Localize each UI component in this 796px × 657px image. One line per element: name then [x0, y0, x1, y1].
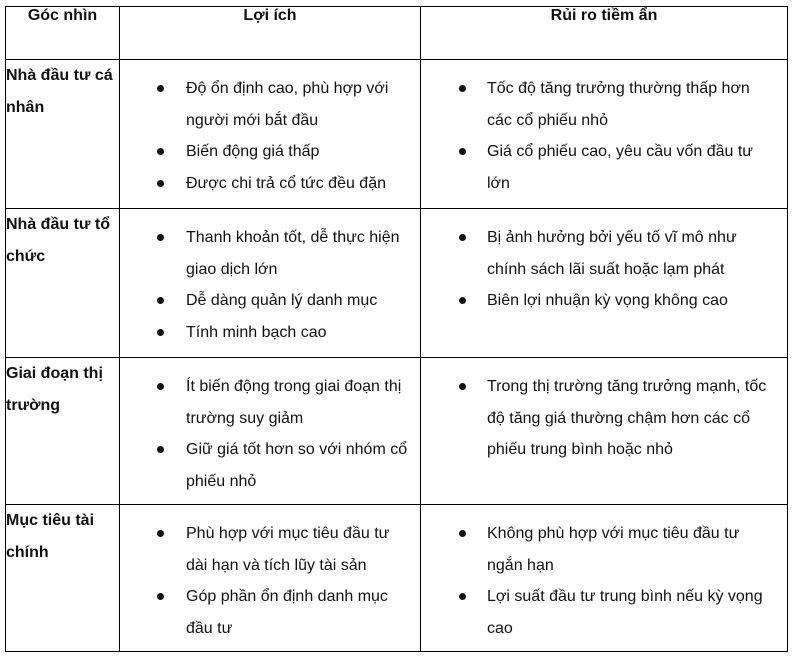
- risks-list: [421, 209, 787, 317]
- benefits-cell: [120, 505, 421, 652]
- list-item: [421, 222, 777, 285]
- list-item-text: Không phù hợp với mục tiêu đầu tư ngắn hạn: [487, 525, 740, 574]
- list-item-text: Bị ảnh hưởng bởi yếu tố vĩ mô như chính sách lãi suất hoặc lạm phát: [487, 229, 737, 278]
- bullet-icon: [459, 530, 466, 537]
- bullet-icon: [157, 234, 164, 241]
- list-item: [120, 73, 410, 136]
- table-row: [6, 505, 788, 652]
- header-perspective: Góc nhìn: [6, 7, 120, 60]
- bullet-icon: [459, 297, 466, 304]
- list-item: [120, 285, 410, 317]
- bullet-icon: [157, 180, 164, 187]
- list-item-text: Biên lợi nhuận kỳ vọng không cao: [487, 292, 728, 309]
- table-row: [6, 358, 788, 505]
- risks-cell: [421, 505, 788, 652]
- benefits-list: [120, 358, 420, 497]
- risks-list: [421, 505, 787, 644]
- list-item-text: Phù hợp với mục tiêu đầu tư dài hạn và tích lũy tài sản: [186, 525, 390, 574]
- list-item-text: Dễ dàng quản lý danh mục: [186, 292, 378, 309]
- list-item-text: Giữ giá tốt hơn so với nhóm cổ phiếu nhỏ: [186, 441, 408, 490]
- header-risks: Rủi ro tiềm ẩn: [421, 7, 788, 60]
- aspect-cell: Nhà đầu tư tổ chức: [6, 209, 120, 358]
- bullet-icon: [157, 85, 164, 92]
- list-item: [120, 222, 410, 285]
- list-item-text: Giá cổ phiếu cao, yêu cầu vốn đầu tư lớn: [487, 143, 753, 192]
- table-row: [6, 209, 788, 358]
- risks-cell: [421, 60, 788, 209]
- risks-cell: [421, 209, 788, 358]
- list-item: [120, 317, 410, 349]
- list-item: [120, 434, 410, 497]
- risks-list: [421, 358, 787, 466]
- list-item: [421, 73, 777, 136]
- bullet-icon: [459, 85, 466, 92]
- header-benefits: Lợi ích: [120, 7, 421, 60]
- comparison-table: [5, 6, 788, 652]
- aspect-cell: Giai đoạn thị trường: [6, 358, 120, 505]
- aspect-cell: Mục tiêu tài chính: [6, 505, 120, 652]
- header-row: [6, 7, 788, 60]
- list-item-text: Biến động giá thấp: [186, 143, 320, 160]
- list-item-text: Góp phần ổn định danh mục đầu tư: [186, 588, 388, 637]
- list-item: [120, 581, 410, 644]
- bullet-icon: [157, 446, 164, 453]
- benefits-cell: [120, 358, 421, 505]
- list-item: [421, 371, 777, 466]
- bullet-icon: [459, 148, 466, 155]
- risks-cell: [421, 358, 788, 505]
- bullet-icon: [157, 530, 164, 537]
- list-item-text: Trong thị trường tăng trưởng mạnh, tốc độ tăng giá thường chậm hơn các cổ phiếu trung bình hoặc nhỏ: [487, 378, 767, 458]
- bullet-icon: [157, 148, 164, 155]
- benefits-cell: [120, 209, 421, 358]
- list-item-text: Ít biến động trong giai đoạn thị trường suy giảm: [186, 378, 402, 427]
- list-item-text: Được chi trả cổ tức đều đặn: [186, 174, 386, 192]
- bullet-icon: [157, 593, 164, 600]
- benefits-list: [120, 209, 420, 348]
- list-item: [120, 518, 410, 581]
- list-item: [421, 285, 777, 317]
- bullet-icon: [157, 329, 164, 336]
- list-item-text: Tốc độ tăng trưởng thường thấp hơn các cổ phiếu nhỏ: [487, 80, 750, 129]
- bullet-icon: [459, 593, 466, 600]
- bullet-icon: [157, 297, 164, 304]
- bullet-icon: [459, 383, 466, 390]
- list-item: [120, 371, 410, 434]
- benefits-cell: [120, 60, 421, 209]
- bullet-icon: [459, 234, 466, 241]
- list-item: [421, 581, 777, 644]
- list-item: [120, 136, 410, 168]
- list-item: [421, 518, 777, 581]
- list-item-text: Lợi suất đầu tư trung bình nếu kỳ vọng cao: [487, 588, 763, 637]
- list-item-text: Tính minh bạch cao: [186, 323, 327, 341]
- table-row: [6, 60, 788, 209]
- list-item-text: Độ ổn định cao, phù hợp với người mới bắt đầu: [186, 80, 389, 129]
- risks-list: [421, 60, 787, 199]
- benefits-list: [120, 60, 420, 199]
- list-item: [120, 168, 410, 200]
- list-item: [421, 136, 777, 199]
- benefits-list: [120, 505, 420, 644]
- bullet-icon: [157, 383, 164, 390]
- aspect-cell: Nhà đầu tư cá nhân: [6, 60, 120, 209]
- list-item-text: Thanh khoản tốt, dễ thực hiện giao dịch lớn: [186, 229, 400, 278]
